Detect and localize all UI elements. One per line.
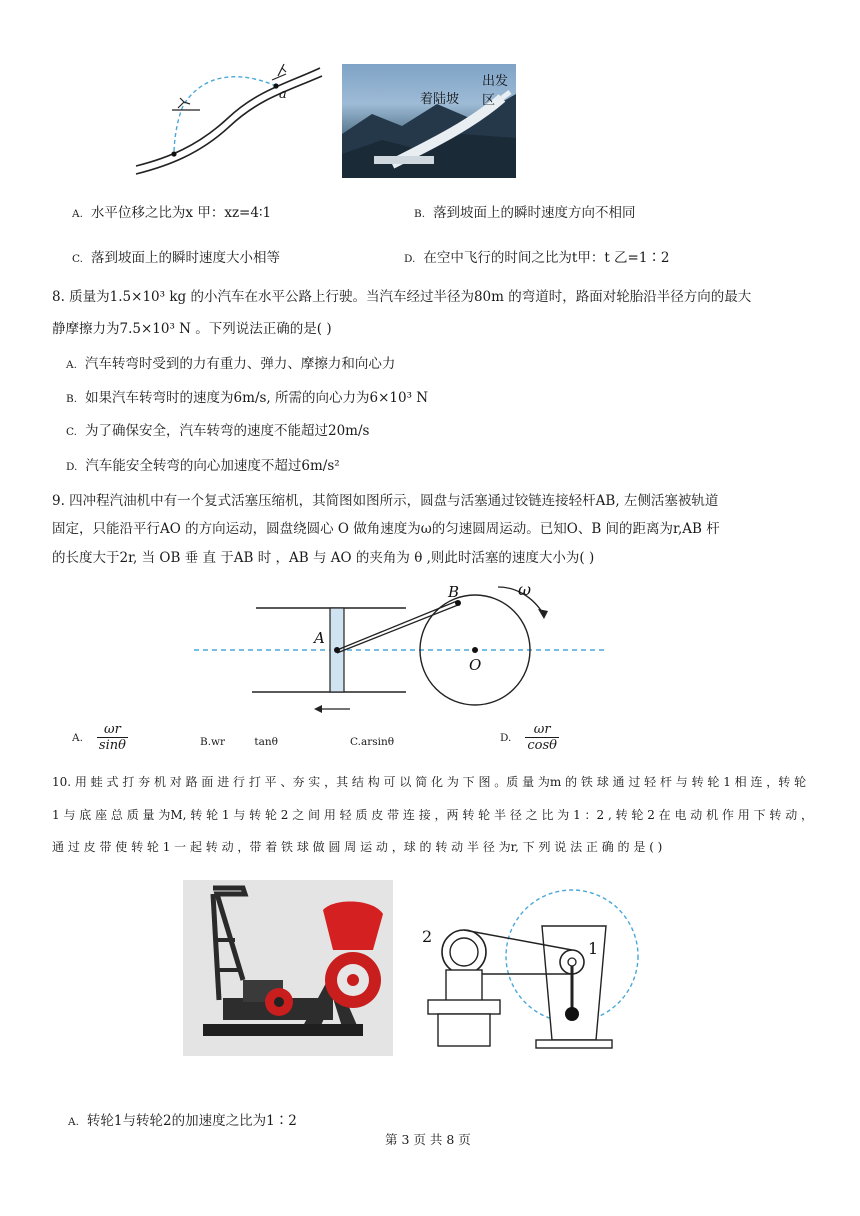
rod-ab-2 bbox=[337, 605, 458, 653]
option-text: 汽车转弯时受到的力有重力、弹力、摩擦力和向心力 bbox=[84, 356, 396, 372]
wheel-belt-schematic bbox=[420, 880, 640, 1056]
q7-option-d bbox=[404, 249, 670, 268]
ski-slope-diagram bbox=[128, 58, 328, 178]
option-letter: C. bbox=[66, 426, 77, 438]
q9-option-d bbox=[500, 722, 559, 753]
skier-upper-icon bbox=[272, 64, 286, 80]
wheel-2-label: 2 bbox=[422, 927, 433, 946]
option-letter: A. bbox=[72, 208, 83, 220]
landing-dot bbox=[171, 151, 176, 156]
q9-option-c bbox=[350, 736, 394, 748]
option-text: 落到坡面上的瞬时速度方向不相同 bbox=[433, 205, 636, 221]
wheel-1-label: 1 bbox=[588, 939, 599, 958]
photo-label-slope: 着陆坡 bbox=[420, 92, 460, 107]
label-b: B bbox=[448, 583, 460, 601]
q8-option-a bbox=[66, 355, 395, 374]
q9-stem-line3: 的长度大于2r, 当 OB 垂 直 于AB 时 ，AB 与 AO 的夹角为 θ ,则此时活塞的速度大小为( ) bbox=[52, 550, 595, 566]
fraction-denominator: sinθ bbox=[98, 738, 126, 753]
option-text: 水平位移之比为x 甲：xz=4∶1 bbox=[90, 205, 272, 221]
option-tail: tanθ bbox=[254, 736, 278, 748]
skier-lower-icon bbox=[172, 98, 200, 110]
tamper-photo bbox=[183, 880, 393, 1056]
q9-stem-line2: 固定，只能沿平行AO 的方向运动，圆盘绕圆心 O 做角速度为ω的匀速圆周运动。已知O、B 间的距离为r,AB 杆 bbox=[52, 521, 720, 537]
option-text: 汽车能安全转弯的向心加速度不超过6m/s² bbox=[85, 458, 340, 474]
piston-crank-diagram bbox=[192, 575, 606, 720]
label-a: A bbox=[314, 629, 325, 647]
q9-option-b bbox=[200, 736, 278, 748]
velocity-arrow-head bbox=[314, 705, 322, 713]
q9-stem-line1: 9. 四冲程汽油机中有一个复式活塞压缩机，其简图如图所示，圆盘与活塞通过铰链连接轻杆AB, 左侧活塞被轨道 bbox=[52, 493, 719, 509]
option-text: 如果汽车转弯时的速度为6m/s, 所需的向心力为6×10³ N bbox=[85, 390, 429, 406]
option-text: 在空中飞行的时间之比为t甲：t 乙=1∶2 bbox=[423, 250, 670, 266]
motor-base bbox=[438, 1014, 490, 1046]
slope-line-lower bbox=[136, 76, 322, 174]
fraction-numerator: ωr bbox=[97, 722, 128, 738]
wheel-1-hub bbox=[568, 958, 576, 966]
omega-arrow-head bbox=[538, 609, 548, 619]
q7-option-c bbox=[72, 249, 280, 268]
q8-option-c bbox=[66, 422, 369, 441]
trajectory-curve bbox=[174, 77, 276, 154]
option-letter: B. bbox=[414, 208, 426, 220]
option-letter: A. bbox=[72, 731, 83, 744]
iron-ball bbox=[565, 1007, 579, 1021]
q7-option-b bbox=[414, 204, 636, 223]
fraction-a bbox=[97, 722, 128, 753]
base-foot bbox=[536, 1040, 612, 1048]
motor-base-top bbox=[428, 1000, 500, 1014]
option-text: B.wr bbox=[200, 736, 226, 748]
option-text: C.arsinθ bbox=[350, 736, 395, 748]
point-a-dot bbox=[334, 647, 340, 653]
q10-stem-line3: 通 过 皮 带 使 转 轮 1 一 起 转 动 ，带 着 铁 球 做 圆 周 运 动 ，球 的 转 动 半 径 为r, 下 列 说 法 正 确 的 是 ( ) bbox=[52, 840, 663, 854]
option-letter: A. bbox=[66, 359, 77, 371]
option-letter: D. bbox=[500, 731, 512, 744]
option-text: 为了确保安全，汽车转弯的速度不能超过20m/s bbox=[85, 423, 370, 439]
option-letter: C. bbox=[72, 253, 83, 265]
point-o-dot bbox=[472, 647, 478, 653]
option-letter: D. bbox=[404, 253, 416, 265]
slope-line-upper bbox=[136, 68, 320, 166]
option-letter: D. bbox=[66, 461, 78, 473]
fraction-numerator: ωr bbox=[525, 722, 559, 738]
q8-stem-line2: 静摩擦力为7.5×10³ N 。下列说法正确的是( ) bbox=[52, 321, 332, 337]
q9-option-a bbox=[72, 722, 128, 753]
label-omega: ω bbox=[518, 580, 532, 599]
option-letter: B. bbox=[66, 393, 78, 405]
option-text: 转轮1与转轮2的加速度之比为1∶2 bbox=[86, 1113, 297, 1129]
page-number-footer: 第 3 页 共 8 页 bbox=[385, 1132, 471, 1147]
label-o: O bbox=[469, 656, 482, 674]
q10-stem-line2: 1 与 底 座 总 质 量 为M, 转 轮 1 与 转 轮 2 之 间 用 轻 质 皮 带 连 接 ，两 转 轮 半 径 之 比 为 1 ：2 , 转 轮 2 在 电 动 机 作 用 下 转 动 ， bbox=[52, 808, 814, 822]
wheel-2-inner bbox=[450, 938, 478, 966]
q8-stem-line1: 8. 质量为1.5×10³ kg 的小汽车在水平公路上行驶。当汽车经过半径为80m 的弯道时，路面对轮胎沿半径方向的最大 bbox=[52, 289, 752, 305]
ski-jump-photo bbox=[342, 64, 516, 178]
q10-stem-line1: 10. 用 蛙 式 打 夯 机 对 路 面 进 行 打 平 、夯 实 ，其 结 构 可 以 简 化 为 下 图 。质 量 为m 的 铁 球 通 过 轻 杆 与 转 轮 1 相 连 ，转 轮 bbox=[52, 775, 807, 789]
option-letter: A. bbox=[68, 1116, 79, 1128]
photo-label-start: 出发区 bbox=[482, 74, 509, 108]
q10-option-a bbox=[68, 1112, 297, 1131]
point-a-dot bbox=[273, 83, 278, 88]
option-text: 落到坡面上的瞬时速度大小相等 bbox=[91, 250, 280, 266]
q7-option-a bbox=[72, 204, 271, 223]
q8-option-d bbox=[66, 457, 340, 476]
point-a-label: a bbox=[279, 87, 287, 102]
fraction-d bbox=[525, 722, 559, 753]
fraction-denominator: cosθ bbox=[527, 738, 557, 753]
q8-option-b bbox=[66, 389, 428, 408]
